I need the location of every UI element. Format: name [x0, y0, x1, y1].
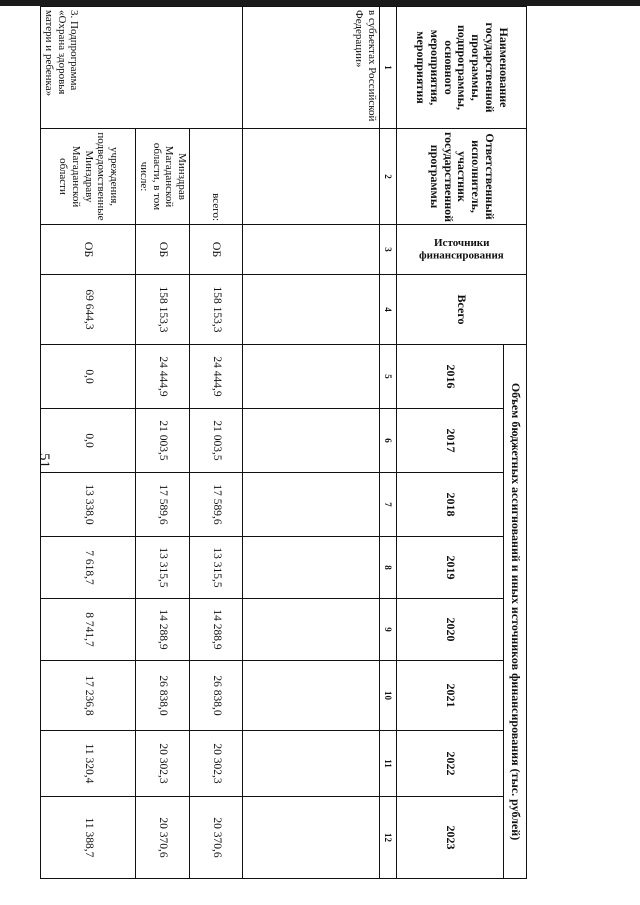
budget-table	[40, 6, 527, 879]
cell-value: 8 741,7	[41, 599, 136, 661]
header-source-label: Источники финансирования	[419, 236, 504, 262]
cell-value: 20 370,6	[136, 797, 190, 879]
header-name: Наименование государственной программы, подпрограммы, основного мероприятия, мероприятия	[397, 7, 527, 129]
header-year: 2019	[397, 537, 504, 599]
header-funding-group: Объем бюджетных ассигнований и иных источников финансирования (тыс. рублей)	[504, 345, 527, 879]
cell-source	[243, 225, 380, 275]
column-number: 1	[380, 7, 397, 129]
header-year: 2022	[397, 731, 504, 797]
cell-executor	[243, 129, 380, 225]
cell-value: 69 644,3	[41, 275, 136, 345]
cell-value: 0,0	[41, 345, 136, 409]
cell-value	[243, 473, 380, 537]
cell-value: 24 444,9	[136, 345, 190, 409]
cell-value	[243, 661, 380, 731]
cell-executor: всего:	[190, 129, 243, 225]
cell-value: 14 288,9	[190, 599, 243, 661]
cell-value	[243, 797, 380, 879]
cell-name-subprogram: 3. Подпрограмма «Охрана здоровья матери и ребенка»	[41, 7, 243, 129]
page-number: 51	[36, 453, 52, 468]
cell-value: 158 153,3	[190, 275, 243, 345]
cell-value: 158 153,3	[136, 275, 190, 345]
column-number: 2	[380, 129, 397, 225]
column-number: 8	[380, 537, 397, 599]
cell-value	[243, 537, 380, 599]
cell-value: 20 302,3	[136, 731, 190, 797]
column-number: 10	[380, 661, 397, 731]
header-total: Всего	[397, 275, 527, 345]
column-number: 3	[380, 225, 397, 275]
header-year: 2016	[397, 345, 504, 409]
cell-value: 21 003,5	[190, 409, 243, 473]
column-number: 5	[380, 345, 397, 409]
column-number: 6	[380, 409, 397, 473]
header-source	[397, 225, 527, 275]
header-year: 2020	[397, 599, 504, 661]
column-number: 9	[380, 599, 397, 661]
table-row	[243, 7, 380, 879]
header-year: 2017	[397, 409, 504, 473]
table-row	[41, 7, 136, 879]
cell-source: ОБ	[41, 225, 136, 275]
header-year: 2023	[397, 797, 504, 879]
cell-value	[243, 731, 380, 797]
column-number-row	[380, 7, 397, 879]
cell-value: 20 302,3	[190, 731, 243, 797]
cell-value: 7 618,7	[41, 537, 136, 599]
cell-value: 26 838,0	[190, 661, 243, 731]
cell-value: 11 320,4	[41, 731, 136, 797]
cell-value: 17 236,8	[41, 661, 136, 731]
column-number: 4	[380, 275, 397, 345]
cell-value: 17 589,6	[190, 473, 243, 537]
rotated-page	[43, 6, 527, 878]
cell-value: 13 315,5	[136, 537, 190, 599]
cell-value: 13 315,5	[190, 537, 243, 599]
cell-value: 26 838,0	[136, 661, 190, 731]
column-number: 7	[380, 473, 397, 537]
cell-value: 14 288,9	[136, 599, 190, 661]
cell-value	[243, 409, 380, 473]
column-number: 11	[380, 731, 397, 797]
header-executor: Ответственный исполнитель, участник государственной программы	[397, 129, 527, 225]
cell-value: 17 589,6	[136, 473, 190, 537]
column-number: 12	[380, 797, 397, 879]
cell-value: 24 444,9	[190, 345, 243, 409]
cell-executor: Минздрав Магаданской области, в том числе:	[136, 129, 190, 225]
cell-name: в субъектах Российской Федерации»	[243, 7, 380, 129]
cell-source: ОБ	[190, 225, 243, 275]
cell-source: ОБ	[136, 225, 190, 275]
cell-executor: учреждения, подведомственные Минздраву Магаданской области	[41, 129, 136, 225]
table-row	[136, 7, 190, 879]
cell-value: 0,0	[41, 409, 136, 473]
cell-value: 11 388,7	[41, 797, 136, 879]
header-year: 2021	[397, 661, 504, 731]
cell-value: 13 338,0	[41, 473, 136, 537]
cell-value	[243, 345, 380, 409]
table-row	[190, 7, 243, 879]
header-year: 2018	[397, 473, 504, 537]
cell-value	[243, 599, 380, 661]
cell-value: 20 370,6	[190, 797, 243, 879]
cell-value	[243, 275, 380, 345]
cell-value: 21 003,5	[136, 409, 190, 473]
